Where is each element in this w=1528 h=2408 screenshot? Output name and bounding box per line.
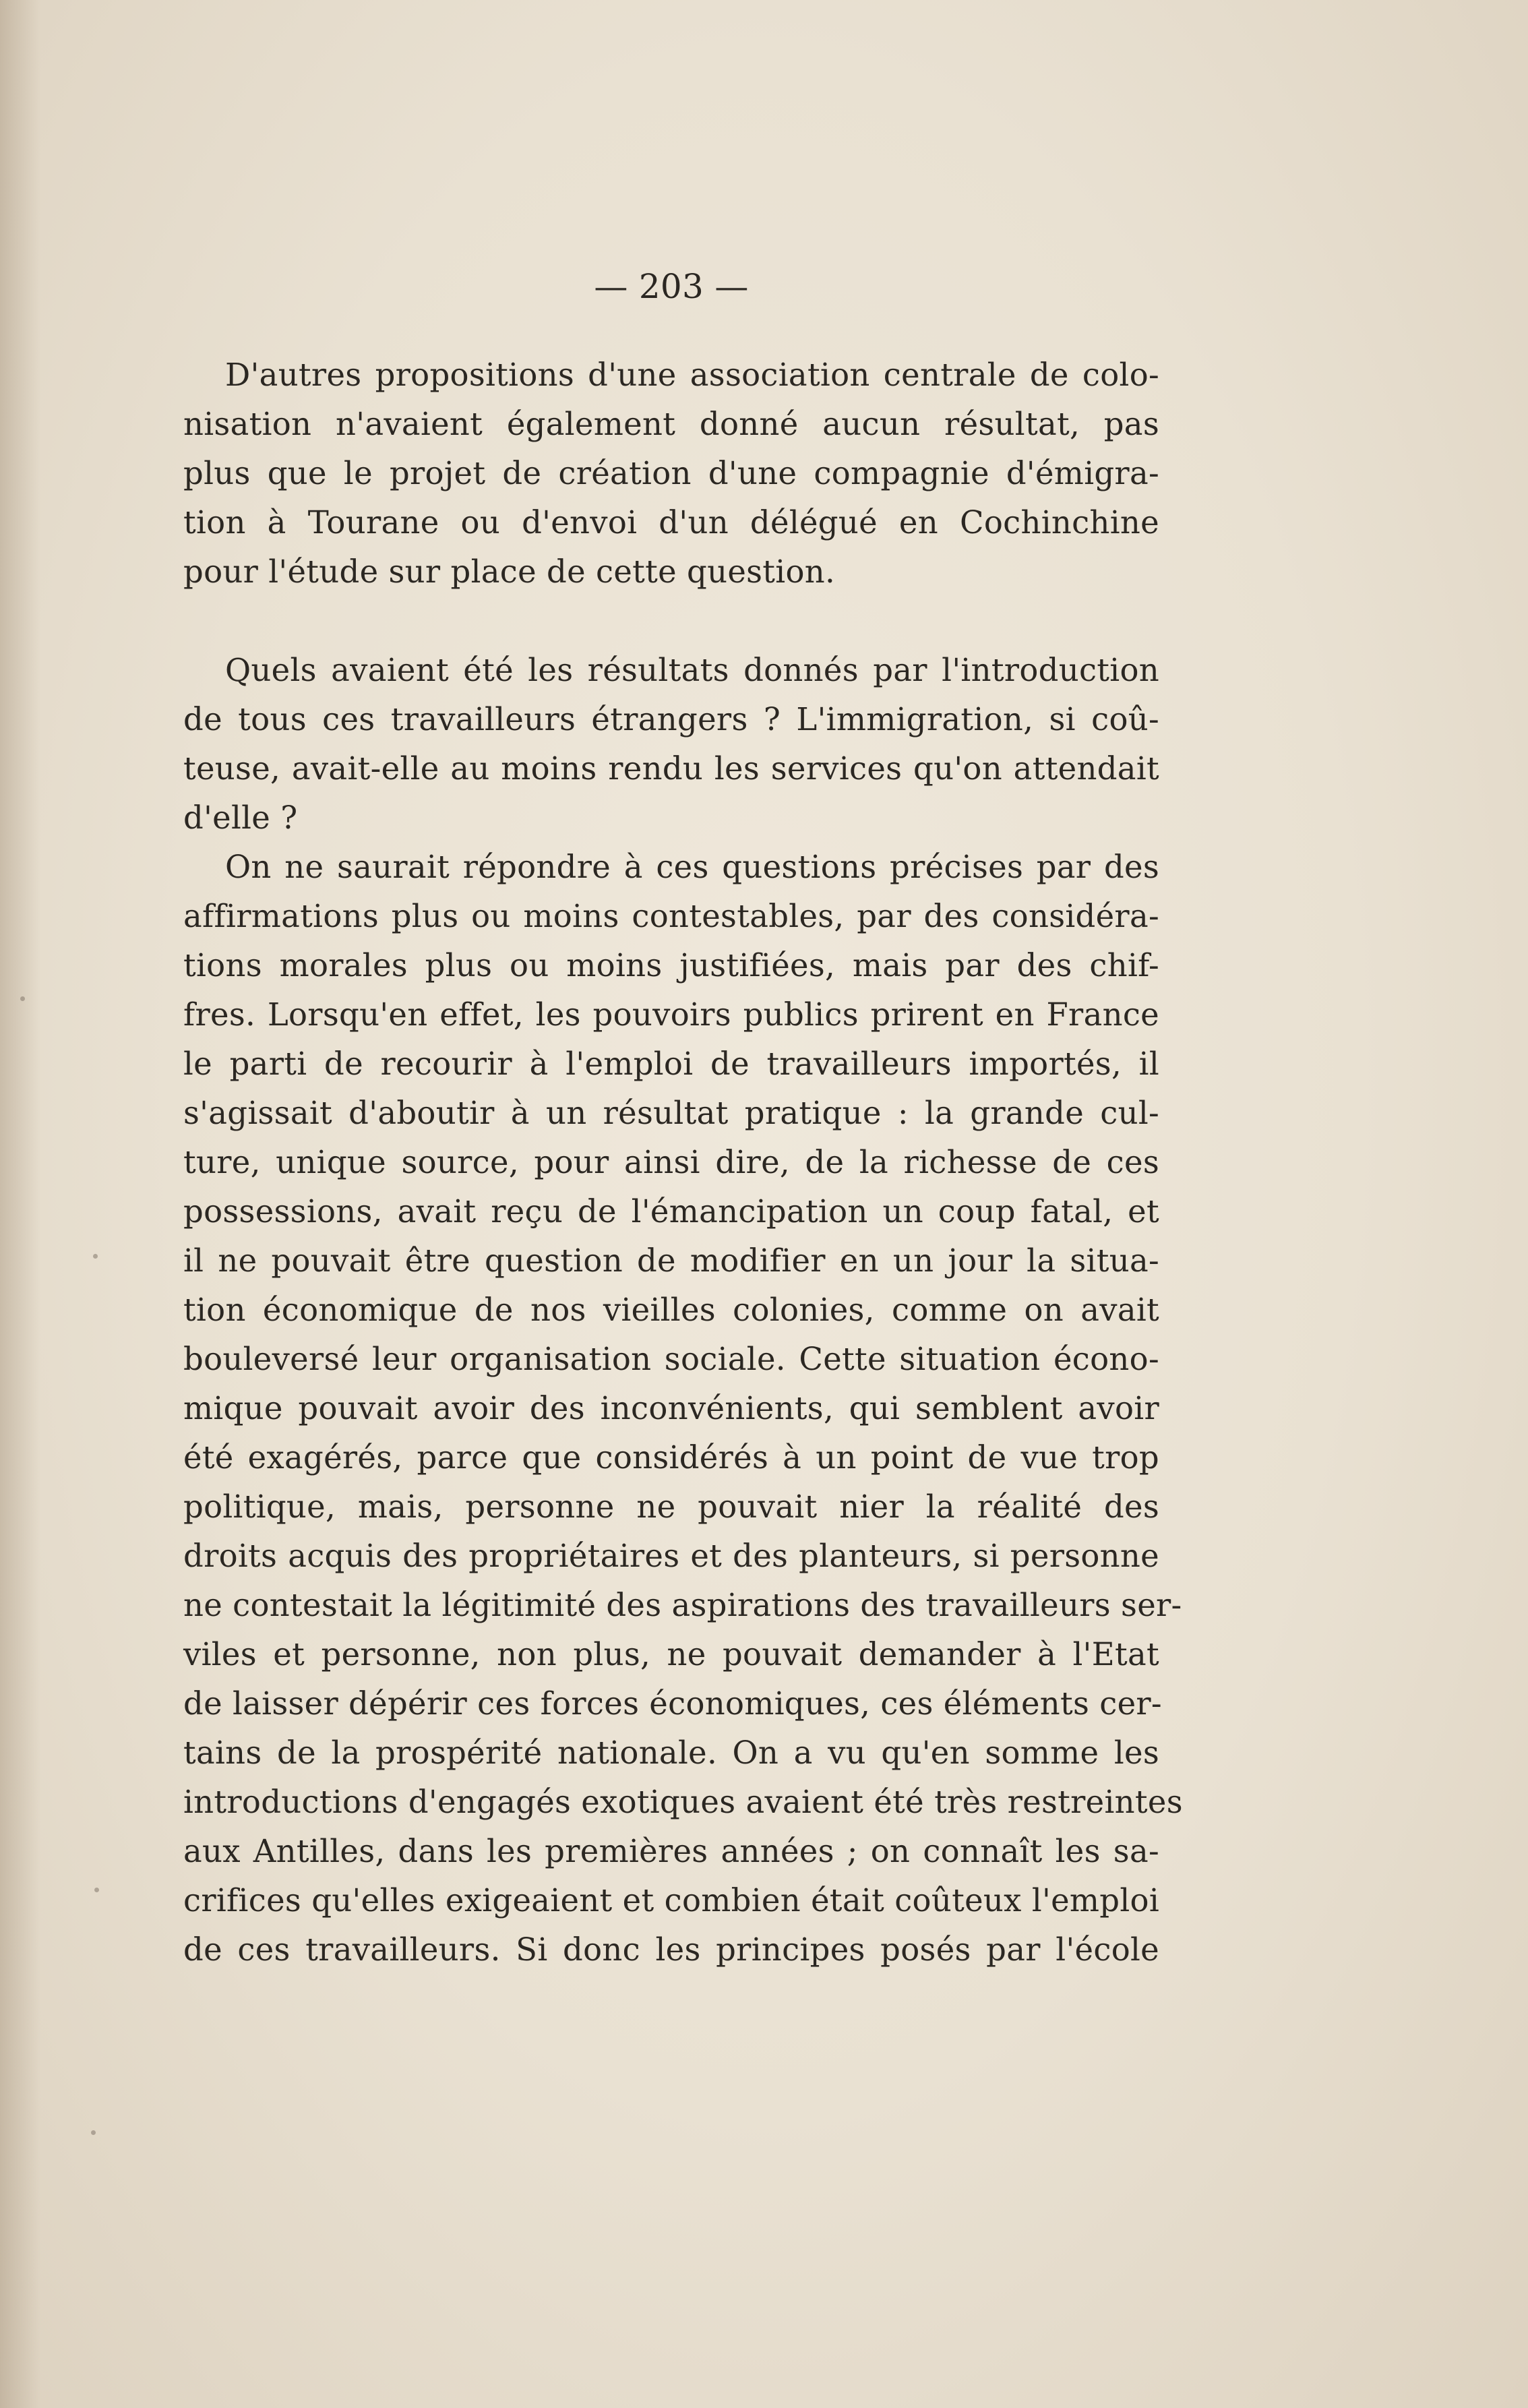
paper-speck — [94, 1888, 99, 1892]
text-line: de ces travailleurs. Si donc les principes posés par l'école — [183, 1931, 1159, 1968]
paper-speck — [93, 1254, 98, 1259]
text-line: On ne saurait répondre à ces questions précises par des — [225, 849, 1159, 885]
text-line: tains de la prospérité nationale. On a vu qu'en somme les — [183, 1735, 1159, 1771]
text-line: il ne pouvait être question de modifier en un jour la situa- — [183, 1242, 1159, 1279]
text-line: teuse, avait-elle au moins rendu les services qu'on attendait — [183, 750, 1159, 787]
text-line: Quels avaient été les résultats donnés par l'introduction — [225, 652, 1159, 688]
text-line: possessions, avait reçu de l'émancipation un coup fatal, et — [183, 1193, 1159, 1230]
text-line: été exagérés, parce que considérés à un point de vue trop — [183, 1439, 1159, 1476]
text-line: viles et personne, non plus, ne pouvait demander à l'Etat — [183, 1636, 1159, 1673]
text-line: s'agissait d'aboutir à un résultat pratique : la grande cul- — [183, 1095, 1159, 1131]
text-line: tion économique de nos vieilles colonies, comme on avait — [183, 1292, 1159, 1328]
text-line: nisation n'avaient également donné aucun résultat, pas — [183, 406, 1159, 442]
paper-speck — [20, 996, 25, 1001]
paper-speck — [91, 2130, 96, 2135]
text-line: droits acquis des propriétaires et des planteurs, si personne — [183, 1538, 1159, 1574]
text-line: ne contestait la légitimité des aspirations des travailleurs ser- — [183, 1587, 1182, 1623]
text-line: crifices qu'elles exigeaient et combien était coûteux l'emploi — [183, 1882, 1159, 1919]
text-line: tions morales plus ou moins justifiées, mais par des chif- — [183, 947, 1159, 984]
page-edge-shadow — [0, 0, 40, 2408]
text-line: ture, unique source, pour ainsi dire, de la richesse de ces — [183, 1144, 1159, 1180]
text-line: pour l'étude sur place de cette question. — [183, 553, 836, 590]
paragraph-3 — [183, 843, 1183, 1975]
text-line: mique pouvait avoir des inconvénients, qui semblent avoir — [183, 1390, 1159, 1426]
paragraph-1 — [183, 351, 1159, 597]
text-line: tion à Tourane ou d'envoi d'un délégué en Cochinchine — [183, 504, 1159, 541]
text-line: introductions d'engagés exotiques avaient été très restreintes — [183, 1784, 1183, 1820]
text-line: aux Antilles, dans les premières années ; on connaît les sa- — [183, 1833, 1159, 1869]
text-line: affirmations plus ou moins contestables, par des considéra- — [183, 898, 1159, 934]
text-line: plus que le projet de création d'une compagnie d'émigra- — [183, 455, 1159, 491]
text-line: fres. Lorsqu'en effet, les pouvoirs publics prirent en France — [183, 996, 1159, 1033]
text-line: de laisser dépérir ces forces économiques, ces éléments cer- — [183, 1685, 1162, 1722]
paragraph-gap — [183, 597, 1159, 646]
page-number: — 203 — — [594, 267, 749, 306]
text-line: d'elle ? — [183, 800, 298, 836]
text-line: politique, mais, personne ne pouvait nier la réalité des — [183, 1488, 1159, 1525]
paragraph-2 — [183, 646, 1159, 843]
text-line: D'autres propositions d'une association centrale de colo- — [225, 357, 1159, 393]
text-line: le parti de recourir à l'emploi de travailleurs importés, il — [183, 1046, 1159, 1082]
text-line: de tous ces travailleurs étrangers ? L'immigration, si coû- — [183, 701, 1159, 738]
page-text — [183, 263, 1183, 1975]
text-line: bouleversé leur organisation sociale. Cette situation écono- — [183, 1341, 1159, 1377]
